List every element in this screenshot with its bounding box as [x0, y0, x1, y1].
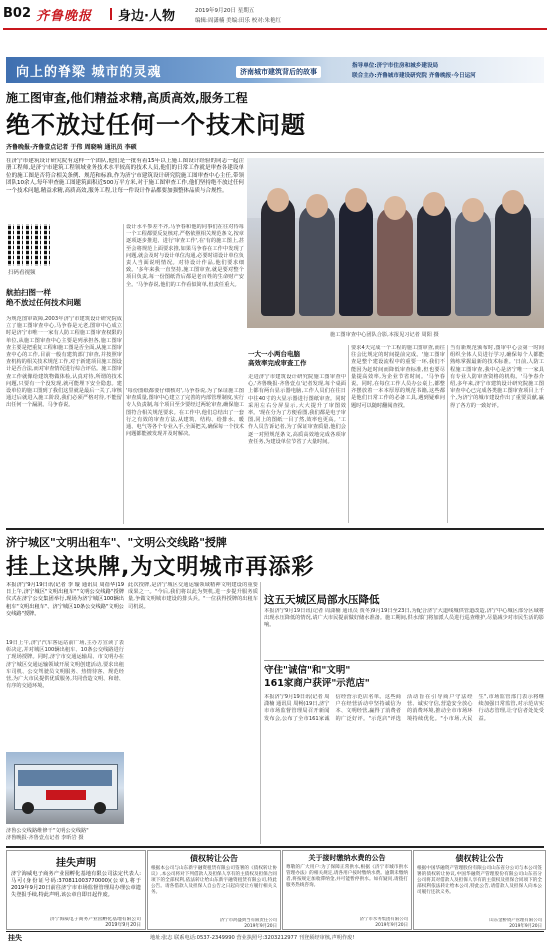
masthead-rule	[3, 28, 547, 30]
banner-middle-text: 济南城市建筑背后的故事	[236, 66, 321, 78]
staff-line: 编辑:周潇楠 美编:田乐 校对:朱艳红	[195, 18, 282, 24]
story2-kicker: 济宁城区"文明出租车"、"文明公交线路"授牌	[6, 536, 227, 549]
story1-subhead-2: 一大一小两台电脑 高效率完成审查工作	[248, 350, 307, 367]
ad2-body: 根据本公司与山东新宇融资租赁有限公司签署的《债权转让协议》,本公司将对下列借款人及担保人享有的主债权及担保合同项下的全部权利,依法转让给山东新宇融资租赁有限公司,特此公告。请各借款人及担保人自公告之日起向受让方履行相关义务。	[151, 866, 277, 895]
col-divider-4	[260, 582, 261, 844]
water-body: 本报济宁9月19日讯(记者 周潇楠 通讯员 贾冬)9月19日至23日,为配合济宁大道线城供管道改造,济宁中心城区部分区域将出现水压降低的情况,请广大市民提前做好储水准备。施工期间,供水部门将加派人员进行巡查维护,尽量减少对市民生活的影响。	[264, 608, 544, 629]
ad3-title: 关于接时缴纳水费的公告	[308, 854, 386, 862]
banner-sponsor-line1: 指导单位:济宁市住房和城乡建设局	[352, 63, 439, 69]
team-photo-caption: 施工图审查中心团队合影,本报见习记者 周阳 摄	[330, 332, 439, 338]
story1-body-3: '每份图纸都要仔细核对',马争春说,为了保证施工图审查质量,图审中心建立了完善的内部管理制度,实行专人负责制,每个项目至少要经过两轮审查,确保施工图符合相关规范要求。在工作中,他们总结出了一套行之有效的审查方法,从建筑、结构、给排水、暖通、电气等各个专业入手,全面把关,确保每一个技术问题都能被发现并及时解决。	[126, 388, 244, 438]
story1-rule	[6, 152, 544, 153]
ad3-footer: 济宁市水务集团有限公司 2019年9月20日	[359, 917, 408, 928]
story2-body-2: 19日上午,济宁汽车客运站前广场,主办方宣读了表彰决定,并对城区100辆出租车、10条公交线路进行了现场授牌。同时,济宁市交通运输局、市文明办在济宁城区交通运输领域开展文明创建活动,要求出租车司机、公交驾驶员文明服务、热情待客、规范经营,为广大市民提供优质服务,共同营造文明、和谐、有序的交通环境。	[6, 640, 124, 690]
story-separator	[6, 528, 544, 530]
story1-body-6: 当有新规范颁布时,图审中心会第一时间组织全体人员进行学习,确保每个人都能熟练掌握最新的技术标准。'日前,人防工程施工图审查,我中心是济宁唯一一家具有专业人防审查资格的机构。'马争春介绍,多年来,济宁市建筑设计研究院施工图审查中心已完成各类施工图审查项目上千个,为济宁的城市建设作出了重要贡献,赢得了各方的一致好评。	[450, 345, 544, 409]
story2-body-1: 本报济宁9月19日讯(记者 李 璇 通讯员 周蓓华)19日上午,济宁城区"文明出租车""文明公交线路"授牌仪式在济宁公交集团举行,现场为济宁城区100辆出租车"文明出租车"、济宁城区10条公交线路"文明公交线路"授牌。	[6, 582, 124, 617]
banner-left-text: 向上的脊梁 城市的灵魂	[16, 65, 162, 80]
story2-body-3: 此次授牌,是济宁城区交通运输领域精神文明建设的重要成果之一。"今后,我们将以此为契机,进一步提升服务质量,争做文明城市建设的排头兵。"一位获得授牌的出租车司机说。	[128, 582, 258, 610]
section-name: 身边·人物	[118, 9, 175, 24]
ad2-title: 债权转让公告	[190, 854, 238, 863]
water-subhead: 这五天城区局部水压降低	[264, 594, 380, 606]
story1-lead: 在济宁市建筑设计研究院有这样一个团队,他们是一批有着15年以上施工图设计经验的同志一起注册工程师,是济宁市建筑工程领域业务技术水平较高的技术人员,他们的日常工作就是审查各建设单位的施工图是否符合相关条例、规范和标准,作为济宁市建筑设计研究院施工图审查中心主任,带领团队10余人,每年审查施工图建筑面积近500万平方米,对于施工图审查工作,他们坚持绝不放过任何一个技术问题,精益求精,高质高效,服务工程,让每一件设计作品都要加强整体品质与合规性。	[6, 158, 244, 194]
ad4-title: 债权转让公告	[455, 854, 504, 863]
footer-rule	[6, 931, 544, 932]
story1-body-5: 要求4天完成一个工程的施工图审查,而往往会比规定的时间提前完成。'施工图审查是整个建设流程中的重要一环,我们不能因为赶时间而降低审查标准,但也要尽量提高效率,为企业节省时间。'马争春说。同时,在每位工作人员办公桌上,都整齐摆放着一本本厚厚的规范书籍,这些都是他们日常工作的必备工具,遇到疑难问题时可以随时翻阅查找。	[351, 345, 445, 409]
story1-byline: 齐鲁晚报·齐鲁壹点记者 于伟 周晓响 通讯员 李硕	[6, 144, 137, 151]
story2-headline: 挂上这块牌,为文明城市再添彩	[6, 555, 315, 580]
ad1-footer: 济宁海威电子商务产业园孵化基地有限公司 2019年9月20日	[49, 917, 141, 928]
footer-label: 挂失	[8, 934, 22, 942]
date-line: 2019年9月20日 星期五	[195, 8, 255, 14]
story1-headline: 绝不放过任何一个技术问题	[6, 111, 306, 139]
banner-sponsor-line2: 联合主办:齐鲁城市建设研究院 齐鲁晚报·今日运河	[352, 73, 476, 79]
story1-body-1: 为规范图审故障,2003年济宁市建筑设计研究院成立了施工图审查中心,马争春是元老,图审中心成立时是济宁市唯一一家有人防工程施工图审查权限的单位,从施工图审查中心主要是列承担各,施工图审查主要是把重复工程和施工图是否全面,从施工图审查中心的工作,目前一般有建筑部门审查,并按照审查机构的相关技术规范工作,对于新建项目施工图设计是否合法,而对审查情况进行综合评估。施工图审查工作就像给建筑物做体检,认真对待,所谓的技术问题,只要有一个没发现,就可能埋下安全隐患。建设单位的施工图到了我们这里就是最后一关了,审核通过后就进入施工阶段,我们必须严格对待,不能留出任何一个漏洞。马争春说。	[6, 316, 122, 409]
qr-overlay	[8, 224, 50, 266]
qr-caption: 扫码看视频	[8, 270, 36, 276]
story1-subhead-1: 航拍扫图一样 绝不放过任何技术问题	[6, 288, 81, 307]
story1-body-2: 设计水平参差不齐,马争春和他的同事们在往对待每一个工程都要反复核对,严格依照相关规范条文,按章逐项逐步推进、进行'审查工作',在'有的施工图上,甚至会将规范上面要求推,如果马争春在工作中发现了问题,就会及时与设计单位沟通,必要时请设计单位负责人当面说明情况。对待设计作品,他们要求细致。'多年来我一直坚持,施工图审查,就是要对整个项目负责,每一份图纸背后都是老百姓的生命财产安全。'马争春说,他们的工作看似简单,但责任重大。	[126, 224, 244, 288]
team-photo	[247, 158, 544, 328]
ad4-footer: 山东金桥资产管理有限公司 2019年9月20日	[489, 918, 542, 929]
ads-separator	[6, 846, 544, 848]
ad3-body: 尊敬的广大用户:为了保障正常供水,根据《济宁市城市供水管理办法》的相关规定,请各用户按时缴纳水费。逾期未缴纳者,将按规定加收滞纳金,并可能暂停供水。如有疑问,请拨打服务热线咨询。	[286, 865, 408, 888]
ad-debt-transfer-1	[147, 850, 281, 930]
ad-debt-transfer-2	[413, 850, 546, 930]
story1-kicker: 施工图审查,他们精益求精,高质高效,服务工程	[6, 91, 248, 105]
col-divider-1	[123, 224, 124, 524]
story1-body-4: 走进济宁市建筑设计研究院施工图审查中心,'齐鲁晚报·齐鲁壹点'记者发现,每个桌面上都有两台显示器电脑,工作人员们在往日中往40寸的大显示器进行图纸审查。同时采用左右分屏显示,大大提升了审图效率。'现在分为了方便看图,我们都是电子审图,同上的图纸一目了然,效率也更高。'工作人员告诉记者,为了保证审查质量,他们会逐一对照规范条文,高质高效地完成各项审查任务,为建设单位节省了大量时间。	[248, 374, 346, 445]
logo-divider	[110, 8, 112, 20]
col-divider-3	[447, 345, 448, 523]
ad-water-fee	[282, 850, 412, 930]
shops-subhead: 守住"诚信"和"文明" 161家商户获评"示范店"	[264, 665, 370, 689]
ad4-body: 根据中国华融资产管理股份有限公司山东省分公司与本公司签署的债权转让协议,中国华融资产管理股份有限公司山东省分公司将其对借款人及担保人享有的主债权及担保合同项下的全部权利依法转让给本公司,特此公告,请借款人及担保人向本公司履行还款义务。	[417, 866, 542, 895]
bus-photo-caption: 济鲁公交线路维修干"文明公交线路" 济鲁晚报·齐鲁壹点记者 李昕岩 摄	[6, 828, 89, 841]
ad1-body: 济宁海威电子商务产业园孵化基地有限公司法定代表人:马可(身份证号码:370811003770000)(公章),将于2019年9月20日前往济宁市市场监督管理局办理公章遗失登报手续,特此声明,该公章自即日起作废。	[11, 871, 141, 898]
col-divider-2	[348, 345, 349, 523]
page-code: B02	[3, 6, 31, 21]
ad1-title: 挂失声明	[56, 858, 96, 869]
bus-photo	[6, 752, 124, 824]
shops-body: 本报济宁9月19日讯(记者 周潇楠 通讯员 周畅)19日,济宁市市场监督管理局召开新闻发布会,公布了全市161家诚信经营示范店名单。这些商户在经营活动中坚持诚信为本、文明经营,赢得了消费者的广泛好评。"示范店"评选活动旨在引导商户守法经营、诚实守信,营造安全放心的消费环境,推动全市市场环境持续优化。"小市场,大民生",市场监管部门表示将继续加强日常监管,对示范店实行动态管理,让守信者处处受益。	[264, 694, 544, 722]
ad-lost-notice	[6, 850, 146, 930]
water-rule	[264, 660, 544, 661]
footer-text: 地址:张志 联系电话:0537-2349990 营业执照号:3203212977 刊登须经审核,声明作废!	[150, 935, 355, 941]
paper-logo: 齐鲁晚报	[36, 9, 93, 24]
ad2-footer: 济宁市鸿盛典当有限责任公司 2019年9月20日	[219, 918, 277, 929]
